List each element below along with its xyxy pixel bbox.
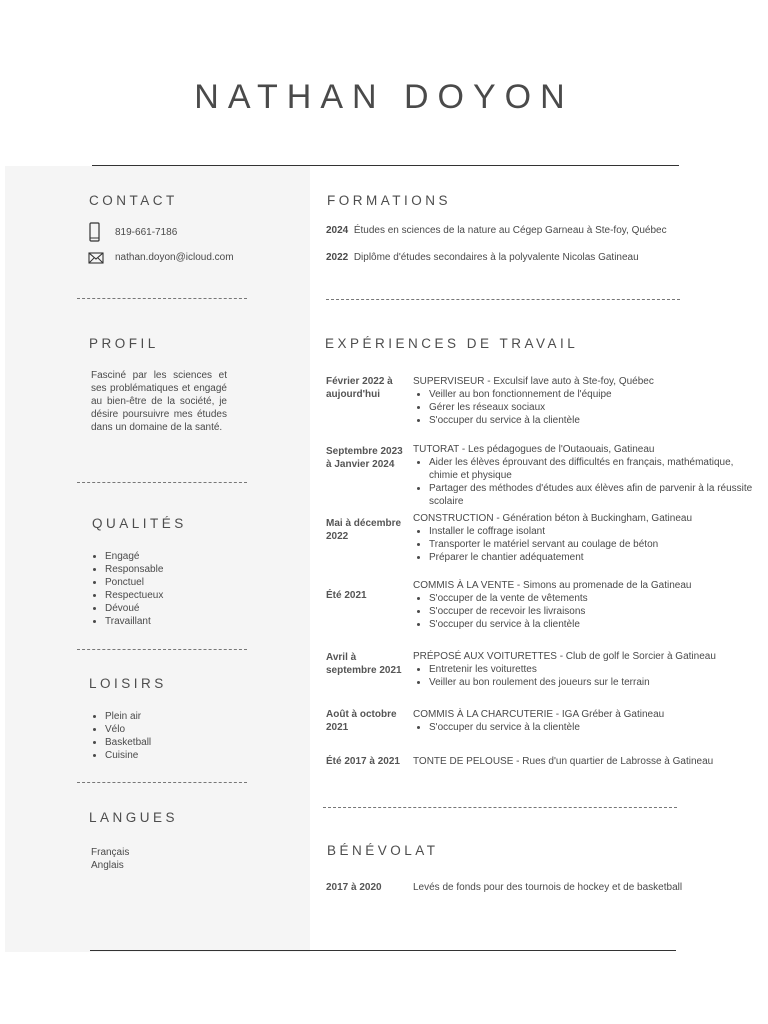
experience-entry [413, 650, 761, 689]
experience-title: PRÉPOSÉ AUX VOITURETTES - Club de golf le Sorcier à Gatineau [413, 651, 716, 662]
loisirs-divider [77, 782, 247, 783]
list-item: • Vélo [105, 723, 255, 736]
experience-entry [413, 579, 761, 631]
list-item: • Plein air [105, 710, 255, 723]
qualites-divider [77, 649, 247, 650]
qualites-list [89, 550, 255, 628]
list-item: • Transporter le matériel servant au coulage de béton [429, 538, 761, 551]
experience-date: Août à octobre 2021 [326, 709, 397, 733]
experience-date: Septembre 2023 à Janvier 2024 [326, 446, 403, 470]
langue-item: Anglais [91, 860, 124, 871]
list-item: • Basketball [105, 736, 255, 749]
experience-title: TONTE DE PELOUSE - Rues d'un quartier de Labrosse à Gatineau [413, 756, 714, 767]
list-item: • Respectueux [105, 589, 255, 602]
experience-title: SUPERVISEUR - Exculsif lave auto à Ste-foy, Québec [413, 376, 654, 387]
list-item: • Partager des méthodes d'études aux élèves afin de parvenir à la réussite scolaire [429, 482, 761, 508]
experience-entry [413, 512, 761, 564]
mail-icon [88, 252, 104, 264]
formation-year: 2024 [326, 225, 349, 236]
phone-icon [89, 222, 101, 242]
contact-title: CONTACT [89, 193, 178, 208]
list-item: • S'occuper de recevoir les livraisons [429, 605, 761, 618]
list-item: • Veiller au bon roulement des joueurs sur le terrain [429, 676, 761, 689]
loisirs-title: LOISIRS [89, 676, 167, 691]
experience-date: Mai à décembre 2022 [326, 518, 402, 542]
experience-title: COMMIS À LA CHARCUTERIE - IGA Gréber à Gatineau [413, 709, 665, 720]
list-item: • Cuisine [105, 749, 255, 762]
experience-title: TUTORAT - Les pédagogues de l'Outaouais, Gatineau [413, 444, 655, 455]
experience-date: Avril à septembre 2021 [326, 652, 402, 676]
experience-entry [413, 755, 761, 768]
experience-date: Été 2017 à 2021 [326, 756, 400, 767]
qualites-title: QUALITÉS [92, 516, 187, 531]
experience-title: COMMIS À LA VENTE - Simons au promenade de la Gatineau [413, 580, 692, 591]
langue-item: Français [91, 847, 130, 858]
langues-title: LANGUES [89, 810, 179, 825]
benevolat-text: Levés de fonds pour des tournois de hockey et de basketball [413, 882, 683, 893]
list-item: • Veiller au bon fonctionnement de l'équipe [429, 388, 761, 401]
list-item: • Installer le coffrage isolant [429, 525, 761, 538]
formation-row [326, 252, 639, 263]
contact-divider [77, 298, 247, 299]
profil-divider [77, 482, 247, 483]
list-item: • Travaillant [105, 615, 255, 628]
formations-title: FORMATIONS [327, 193, 451, 208]
list-item: • Gérer les réseaux sociaux [429, 401, 761, 414]
experiences-divider [323, 807, 677, 808]
list-item: • S'occuper du service à la clientèle [429, 721, 761, 734]
profil-title: PROFIL [89, 336, 159, 351]
loisirs-list [89, 710, 255, 762]
candidate-name: NATHAN DOYON [194, 78, 574, 116]
formation-row [326, 225, 667, 236]
list-item: • Préparer le chantier adéquatement [429, 551, 761, 564]
experience-entry [413, 708, 761, 734]
experience-entry [413, 443, 761, 508]
footer-divider [90, 950, 676, 951]
list-item: • Entretenir les voiturettes [429, 663, 761, 676]
benevolat-title: BÉNÉVOLAT [327, 843, 439, 858]
list-item: • Aider les élèves éprouvant des difficultés en français, mathématique, chimie et physique [429, 456, 761, 482]
formations-divider [326, 299, 680, 300]
experiences-title: EXPÉRIENCES DE TRAVAIL [325, 336, 579, 351]
list-item: • S'occuper du service à la clientèle [429, 618, 761, 631]
experience-date: Été 2021 [326, 590, 367, 601]
formation-text: Diplôme d'études secondaires à la polyvalente Nicolas Gatineau [353, 252, 639, 263]
experience-title: CONSTRUCTION - Génération béton à Buckingham, Gatineau [413, 513, 693, 524]
list-item: • Ponctuel [105, 576, 255, 589]
list-item: • S'occuper du service à la clientèle [429, 414, 761, 427]
formation-text: Études en sciences de la nature au Cégep Garneau à Ste-foy, Québec [353, 225, 667, 236]
list-item: • Responsable [105, 563, 255, 576]
benevolat-date: 2017 à 2020 [326, 882, 382, 893]
profil-text: Fasciné par les sciences et ses problématiques et engagé au bien-être de la société, je désire poursuivre mes études dans un domaine de la santé. [91, 370, 227, 433]
contact-phone: 819-661-7186 [115, 227, 178, 238]
list-item: • S'occuper de la vente de vêtements [429, 592, 761, 605]
list-item: • Engagé [105, 550, 255, 563]
experience-entry [413, 375, 761, 427]
list-item: • Dévoué [105, 602, 255, 615]
formation-year: 2022 [326, 252, 349, 263]
contact-email[interactable]: nathan.doyon@icloud.com [115, 252, 234, 263]
experience-date: Février 2022 à aujourd'hui [326, 376, 393, 400]
